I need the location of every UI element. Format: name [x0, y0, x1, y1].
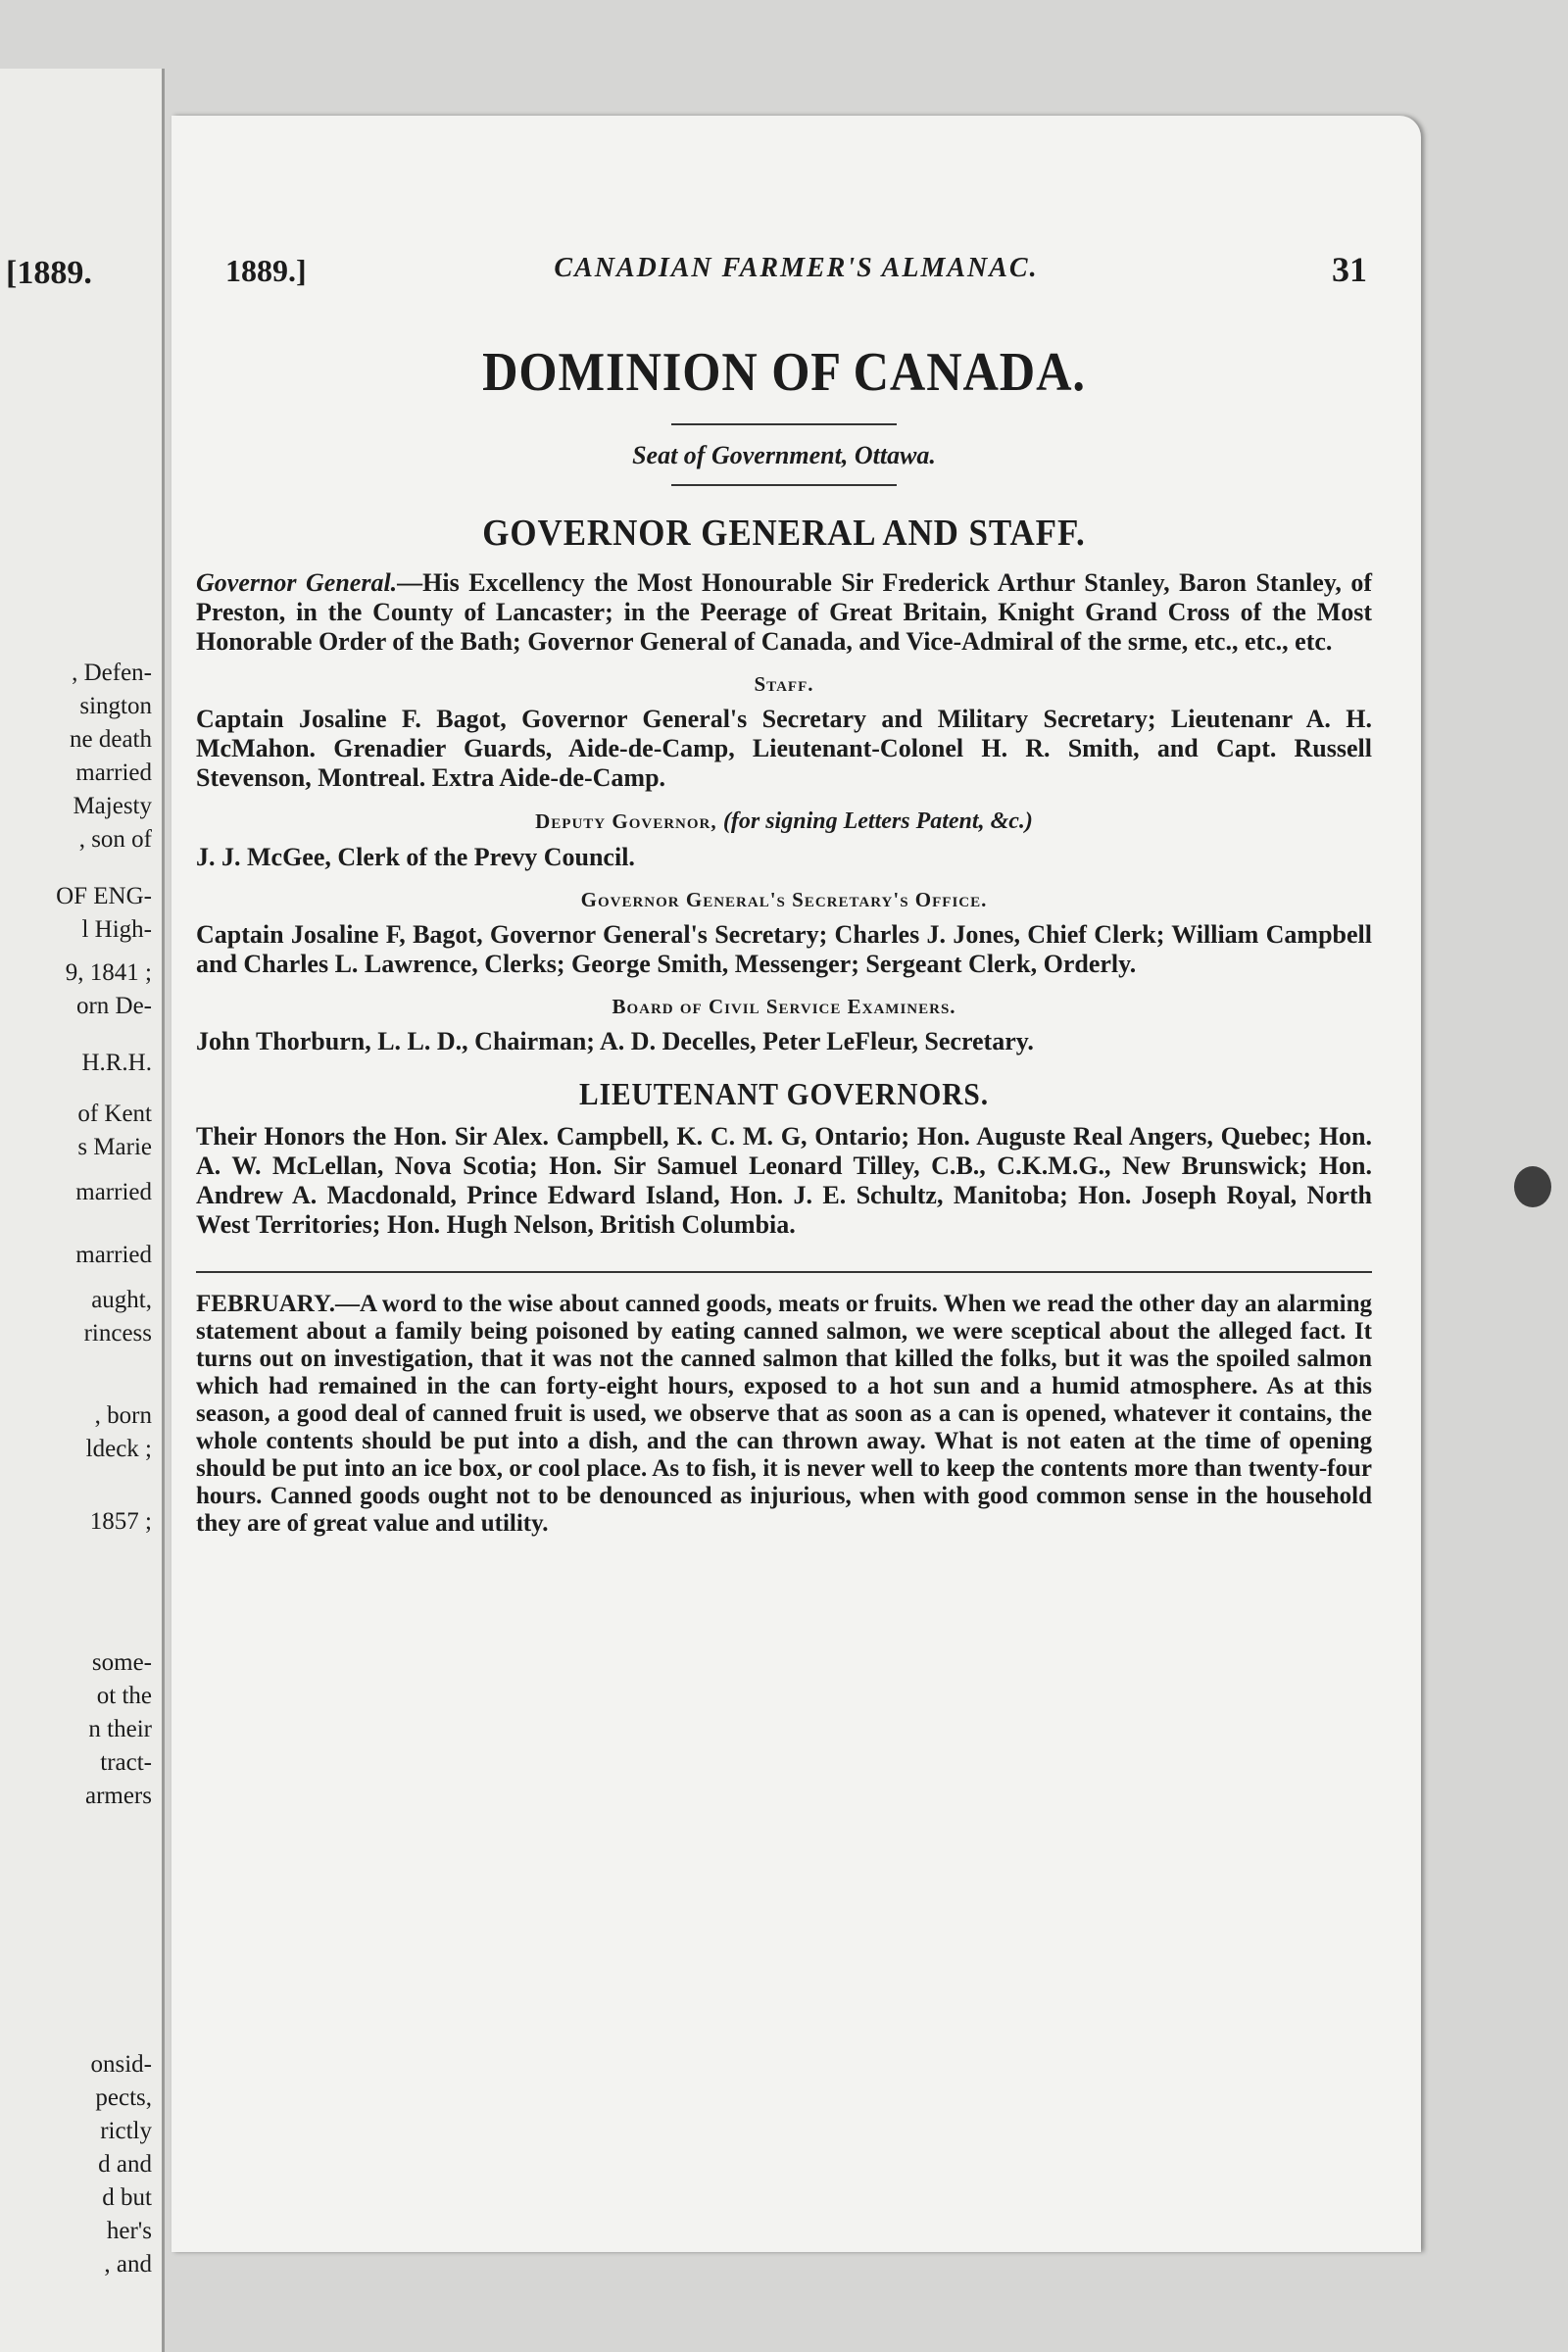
seat-of-government: Seat of Government, Ottawa.: [632, 441, 936, 469]
page-number: 31: [1332, 250, 1367, 289]
left-page-line: , and: [104, 2251, 152, 2278]
left-page-line: her's: [106, 2218, 152, 2244]
civil-service-heading: Board of Civil Service Examiners.: [612, 995, 956, 1018]
header-title: CANADIAN FARMER'S ALMANAC.: [554, 253, 1039, 283]
almanac-page: [172, 116, 1421, 2252]
february-text: —A word to the wise about canned goods, meats or fruits. When we read the other day an alarming statement about a family being poisoned by eating canned salmon, we were sceptical about the alleged fact. It turns out on investigation, that it was not the canned salmon that killed the folks, but it was the spoiled salmon which had remained in the can forty-eight hours, exposed to a hot sun and a humid atmosphere. As at this season, a good deal of canned fruit is used, we observe that as soon as a can is opened, whatever it contains, the whole contents should be put into a dish, and the can thrown away. What is not eaten at the time of opening should be put into an ice box, or cool place. As to fish, it is never well to keep the contents more than twenty-four hours. Canned goods ought not to be denounced as injurious, when with good common sense in the household they are of great value and utility.: [196, 1291, 1372, 1537]
left-page-line: ne death: [70, 726, 152, 753]
left-page-fragment: [0, 69, 165, 2352]
left-page-line: ot the: [96, 1683, 152, 1709]
civil-service-paragraph: John Thorburn, L. L. D., Chairman; A. D. Decelles, Peter LeFleur, Secretary.: [196, 1027, 1034, 1055]
deputy-paragraph: J. J. McGee, Clerk of the Prevy Council.: [196, 843, 635, 871]
left-page-line: d but: [102, 2184, 152, 2211]
page-title: DOMINION OF CANADA.: [482, 342, 1086, 403]
deputy-heading-note: (for signing Letters Patent, &c.): [722, 808, 1033, 834]
left-page-line: OF ENG-: [56, 883, 152, 909]
governor-lead: Governor General.: [196, 568, 398, 597]
divider: [671, 423, 897, 425]
left-page-line: married: [75, 1242, 152, 1268]
left-page-line: rictly: [100, 2118, 152, 2144]
left-page-line: ldeck ;: [85, 1436, 152, 1462]
left-page-line: some-: [91, 1649, 152, 1676]
left-page-line: tract-: [100, 1749, 152, 1776]
february-paragraph: [196, 1291, 1372, 1538]
left-page-line: of Kent: [77, 1101, 152, 1127]
section-heading-governor: GOVERNOR GENERAL AND STAFF.: [482, 513, 1086, 554]
deputy-heading: [196, 808, 1372, 835]
left-page-line: , son of: [78, 826, 152, 853]
left-page-line: orn De-: [75, 993, 152, 1019]
left-page-line: rincess: [83, 1320, 152, 1347]
left-page-line: pects,: [95, 2084, 152, 2111]
february-lead: FEBRUARY.: [196, 1291, 335, 1317]
secretary-office-heading: Governor General's Secretary's Office.: [580, 888, 988, 911]
header-year: 1889.]: [225, 253, 307, 288]
running-header: [225, 250, 1367, 292]
left-page-line: 1857 ;: [89, 1508, 152, 1535]
left-page-line: H.R.H.: [81, 1050, 152, 1076]
left-page-line: n their: [88, 1716, 152, 1742]
governor-text: —His Excellency the Most Honourable Sir Frederick Arthur Stanley, Baron Stanley, of Preston, in the County of Lancaster; in the Peerage of Great Britain, Knight Grand Cross of the Most Honorable Order of the Bath; Governor General of Canada, and Vice-Admiral of the srme, etc., etc., etc.: [196, 568, 1372, 656]
lieutenant-governors-heading: LIEUTENANT GOVERNORS.: [579, 1076, 989, 1111]
left-page-line: Majesty: [73, 793, 152, 819]
left-page-line: , born: [94, 1402, 152, 1429]
left-page-header: [1889.: [6, 255, 92, 291]
left-page-line: aught,: [91, 1287, 152, 1313]
left-page-line: married: [75, 1179, 152, 1205]
staff-paragraph: Captain Josaline F. Bagot, Governor General's Secretary and Military Secretary; Lieutenanr A. H. McMahon. Grenadier Guards, Aide-de-Camp, Lieutenant-Colonel H. R. Smith, and Capt. Russell Stevenson, Montreal. Extra Aide-de-Camp.: [196, 705, 1372, 792]
divider: [671, 484, 897, 486]
left-page-line: , Defen-: [72, 660, 152, 686]
deputy-heading-label: Deputy Governor,: [535, 809, 717, 833]
governor-paragraph: [196, 568, 1372, 657]
lieutenant-governors-paragraph: Their Honors the Hon. Sir Alex. Campbell, K. C. M. G, Ontario; Hon. Auguste Real Angers, Quebec; Hon. A. W. McLellan, Nova Scotia; Hon. Sir Samuel Leonard Tilley, C.B., C.K.M.G., New Brunswick; Hon. Andrew A. Macdonald, Prince Edward Island, Hon. J. E. Schultz, Manitoba; Hon. Joseph Royal, North West Territories; Hon. Hugh Nelson, British Columbia.: [196, 1122, 1372, 1239]
ink-spot: [1514, 1166, 1551, 1207]
secretary-office-paragraph: Captain Josaline F, Bagot, Governor General's Secretary; Charles J. Jones, Chief Clerk; William Campbell and Charles L. Lawrence, Clerks; George Smith, Messenger; Sergeant Clerk, Orderly.: [196, 920, 1372, 978]
page-content: [196, 341, 1372, 1538]
left-page-line: armers: [84, 1783, 152, 1809]
left-page-line: d and: [98, 2151, 152, 2178]
section-rule: [196, 1271, 1372, 1273]
left-page-line: 9, 1841 ;: [65, 959, 152, 986]
left-page-line: l High-: [81, 916, 152, 943]
left-page-line: onsid-: [90, 2051, 152, 2078]
left-page-line: married: [75, 760, 152, 786]
left-page-line: s Marie: [77, 1134, 152, 1160]
staff-heading: Staff.: [754, 672, 814, 696]
left-page-line: sington: [79, 693, 152, 719]
